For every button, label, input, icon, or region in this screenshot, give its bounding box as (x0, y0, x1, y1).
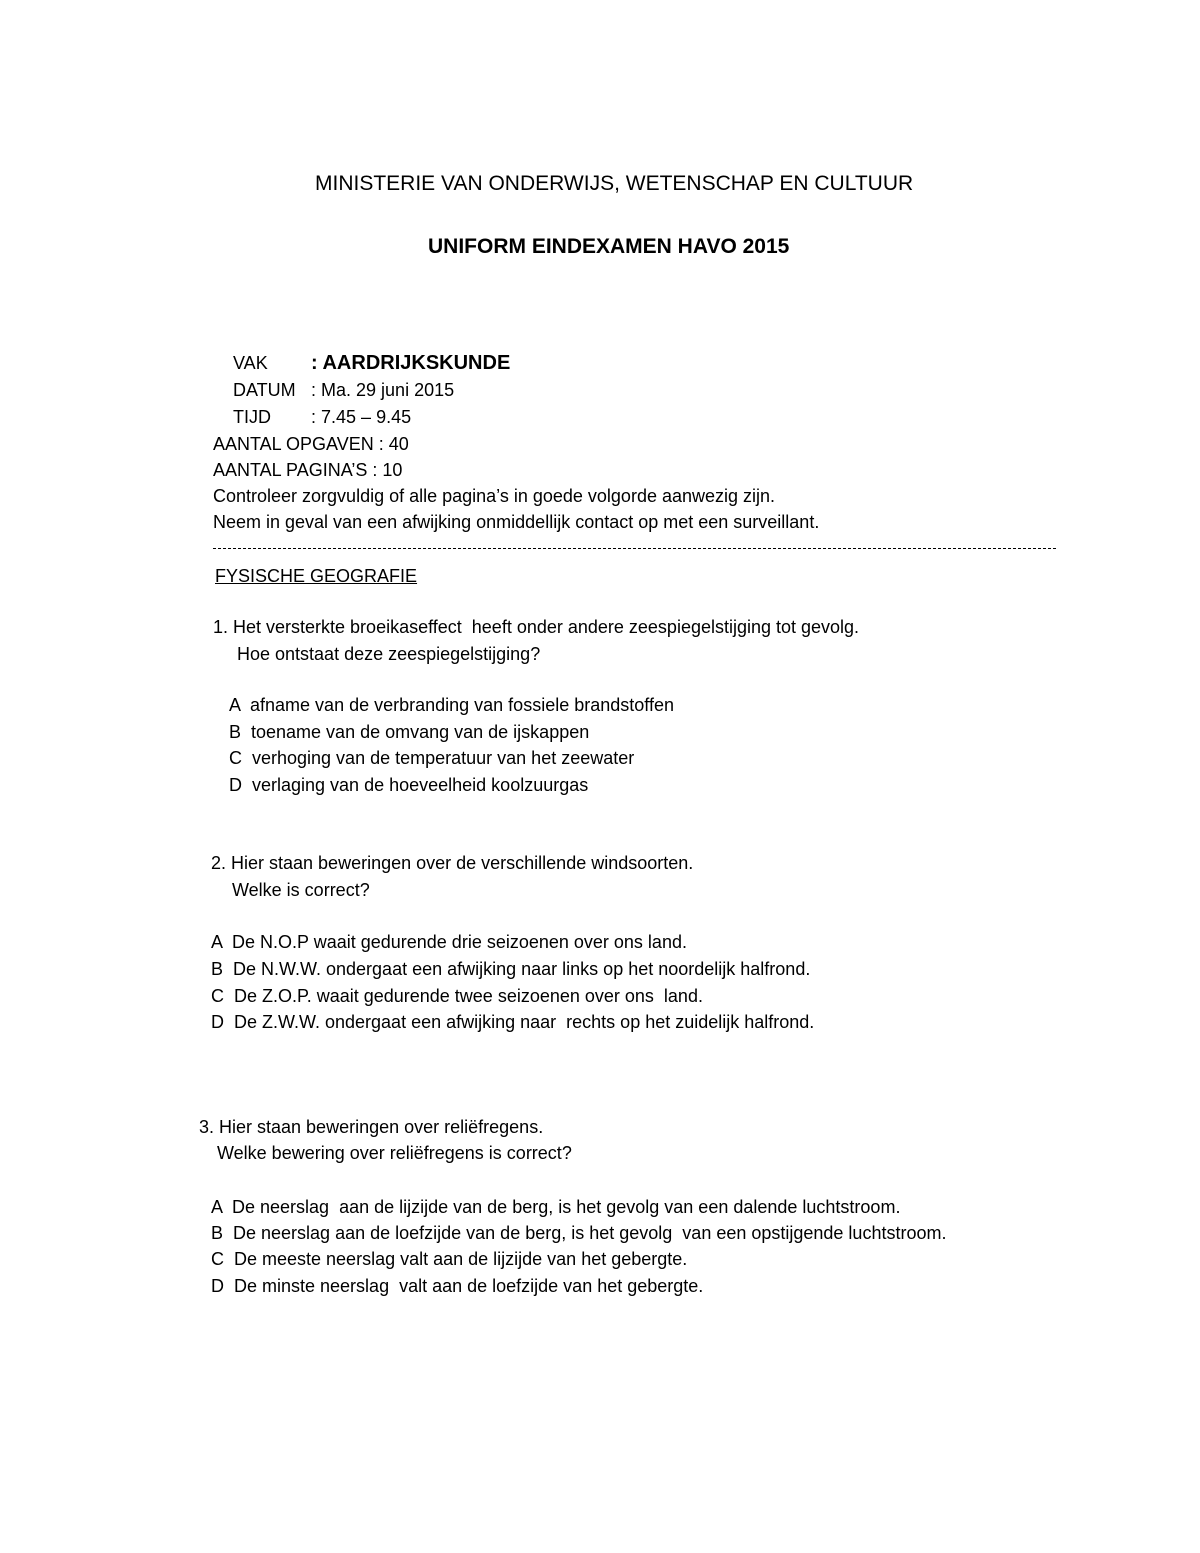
datum-label: DATUM (233, 380, 296, 400)
question-1-option-d: D verlaging van de hoeveelheid koolzuurgas (229, 775, 589, 795)
vak-label: VAK (233, 353, 268, 373)
question-2-prompt: Welke is correct? (232, 880, 370, 900)
separator-line (213, 548, 1056, 549)
tijd-label: TIJD (233, 407, 272, 427)
question-2-option-c: C De Z.O.P. waait gedurende twee seizoenen over ons land. (211, 986, 703, 1006)
question-2-option-a: A De N.O.P waait gedurende drie seizoenen over ons land. (211, 932, 687, 952)
question-2-option-b: B De N.W.W. ondergaat een afwijking naar links op het noordelijk halfrond. (211, 959, 811, 979)
question-2-text: 2. Hier staan beweringen over de verschillende windsoorten. (211, 853, 694, 873)
question-3-option-a: A De neerslag aan de lijzijde van de berg, is het gevolg van een dalende luchtstroom. (211, 1197, 901, 1217)
question-3-prompt: Welke bewering over reliëfregens is correct? (217, 1143, 572, 1163)
exam-title: UNIFORM EINDEXAMEN HAVO 2015 (428, 235, 790, 258)
afwijking-instructie: Neem in geval van een afwijking onmiddellijk contact op met een surveillant. (213, 512, 820, 532)
question-1-text: 1. Het versterkte broeikaseffect heeft onder andere zeespiegelstijging tot gevolg. (213, 617, 860, 637)
controle-instructie: Controleer zorgvuldig of alle pagina’s in goede volgorde aanwezig zijn. (213, 486, 776, 506)
section-heading: FYSISCHE GEOGRAFIE (215, 566, 418, 586)
ministry-title: MINISTERIE VAN ONDERWIJS, WETENSCHAP EN CULTUUR (315, 172, 914, 195)
question-1-option-a: A afname van de verbranding van fossiele brandstoffen (229, 695, 674, 715)
question-2-option-d: D De Z.W.W. ondergaat een afwijking naar rechts op het zuidelijk halfrond. (211, 1012, 815, 1032)
question-3-option-b: B De neerslag aan de loefzijde van de berg, is het gevolg van een opstijgende luchtstroom. (211, 1223, 947, 1243)
question-1-prompt: Hoe ontstaat deze zeespiegelstijging? (237, 644, 541, 664)
question-3-text: 3. Hier staan beweringen over reliëfregens. (199, 1117, 544, 1137)
aantal-opgaven: AANTAL OPGAVEN : 40 (213, 434, 409, 454)
question-3-option-c: C De meeste neerslag valt aan de lijzijde van het gebergte. (211, 1249, 688, 1269)
aantal-paginas: AANTAL PAGINA’S : 10 (213, 460, 403, 480)
question-1-option-b: B toename van de omvang van de ijskappen (229, 722, 590, 742)
datum-value: : Ma. 29 juni 2015 (311, 380, 455, 400)
vak-value: : AARDRIJKSKUNDE (311, 352, 511, 374)
tijd-value: : 7.45 – 9.45 (311, 407, 412, 427)
question-3-option-d: D De minste neerslag valt aan de loefzijde van het gebergte. (211, 1276, 704, 1296)
question-1-option-c: C verhoging van de temperatuur van het zeewater (229, 748, 635, 768)
